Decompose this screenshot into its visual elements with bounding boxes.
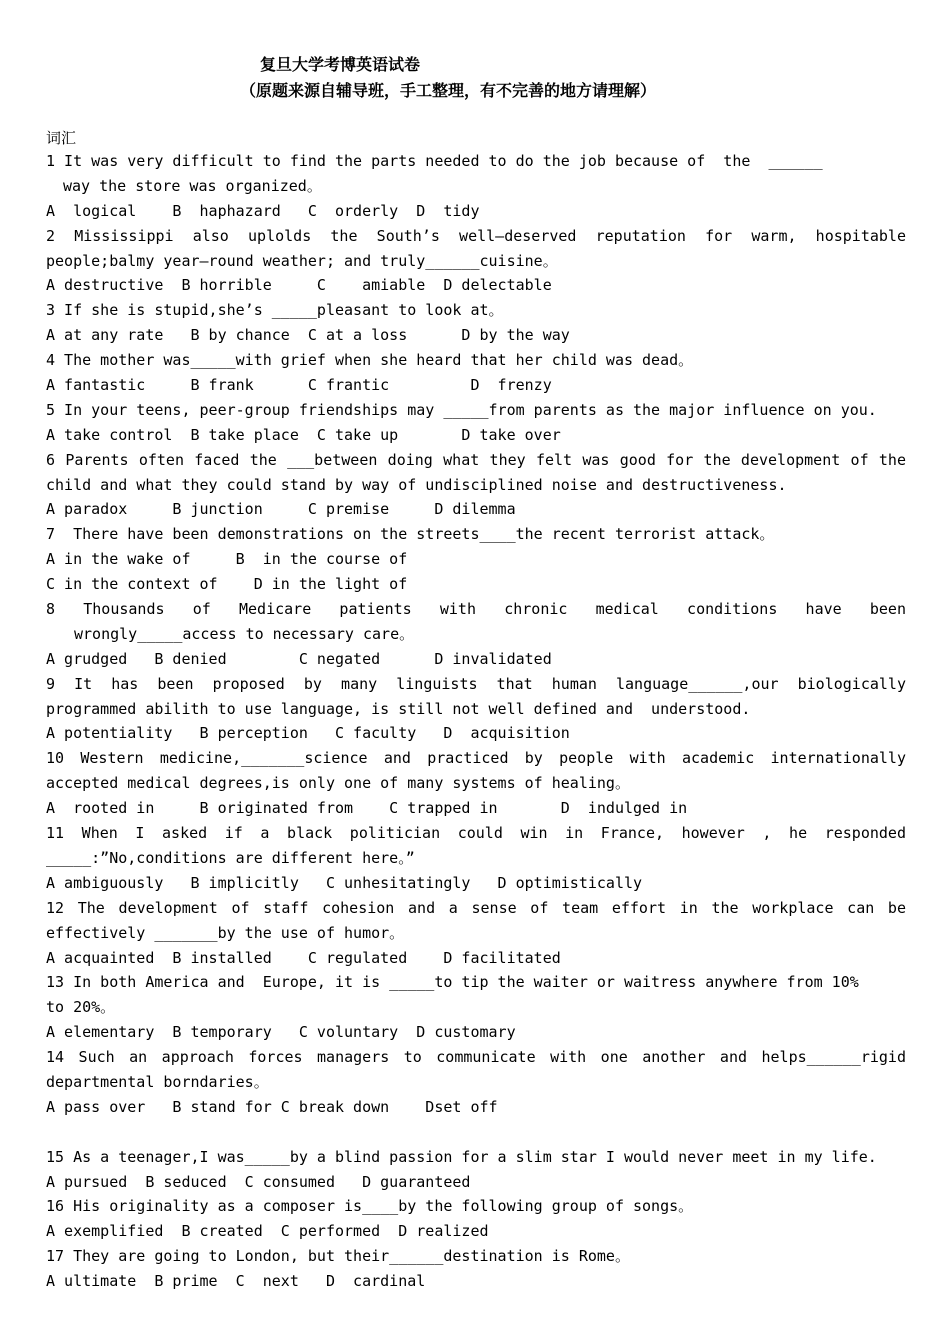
page-subtitle: （原题来源自辅导班，手工整理，有不完善的地方请理解） bbox=[240, 81, 657, 100]
question-list bbox=[46, 149, 906, 1294]
text-line: 10 Western medicine,_______science and practiced by people with academic internationally bbox=[46, 749, 906, 768]
text-line: A grudged B denied C negated D invalidated bbox=[46, 649, 552, 668]
text-line: C in the context of D in the light of bbox=[46, 575, 408, 594]
text-line: wrongly_____access to necessary care。 bbox=[74, 624, 415, 643]
text-line: A fantastic B frank C frantic D frenzy bbox=[46, 376, 552, 395]
text-line: A pass over B stand for C break down Dset off bbox=[46, 1097, 498, 1116]
text-line: 16 His originality as a composer is____by the following group of songs。 bbox=[46, 1197, 694, 1216]
text-line: A exemplified B created C performed D realized bbox=[46, 1222, 489, 1241]
text-line: A potentiality B perception C faculty D acquisition bbox=[46, 724, 570, 743]
text-line: accepted medical degrees,is only one of many systems of healing。 bbox=[46, 774, 630, 793]
page-title: 复旦大学考博英语试卷 bbox=[260, 55, 421, 74]
text-line: 17 They are going to London, but their______destination is Rome。 bbox=[46, 1247, 630, 1266]
text-line: A ultimate B prime C next D cardinal bbox=[46, 1272, 426, 1291]
text-line: _____:”No,conditions are different here。” bbox=[46, 848, 415, 867]
text-line: 14 Such an approach forces managers to communicate with one another and helps______rigid bbox=[46, 1048, 906, 1067]
text-line: 3 If she is stupid,she’s _____pleasant to look at。 bbox=[46, 301, 504, 320]
text-line: A acquainted B installed C regulated D facilitated bbox=[46, 948, 561, 967]
text-line: A destructive B horrible C amiable D delectable bbox=[46, 276, 552, 295]
text-line: people;balmy year—round weather; and truly______cuisine。 bbox=[46, 251, 558, 270]
text-line: 6 Parents often faced the ___between doing what they felt was good for the development of the bbox=[46, 450, 906, 469]
text-line: 9 It has been proposed by many linguists that human language______,our biologically bbox=[46, 674, 906, 693]
text-line: A take control B take place C take up D take over bbox=[46, 425, 561, 444]
text-line: A rooted in B originated from C trapped in D indulged in bbox=[46, 799, 688, 818]
text-line: A ambiguously B implicitly C unhesitatingly D optimistically bbox=[46, 873, 643, 892]
text-line: child and what they could stand by way of undisciplined noise and destructiveness. bbox=[46, 475, 787, 494]
section-label: 词汇 bbox=[46, 129, 77, 147]
text-line: 12 The development of staff cohesion and a sense of team effort in the workplace can be bbox=[46, 898, 906, 917]
text-line: effectively _______by the use of humor。 bbox=[46, 923, 405, 942]
text-line: 2 Mississippi also uplolds the South’s well—deserved reputation for warm, hospitable bbox=[46, 226, 906, 245]
text-line: A in the wake of B in the course of bbox=[46, 550, 408, 569]
text-line: way the store was organized。 bbox=[63, 176, 322, 195]
blank-line bbox=[46, 1120, 906, 1145]
text-line: A elementary B temporary C voluntary D customary bbox=[46, 1023, 516, 1042]
text-line: departmental borndaries。 bbox=[46, 1072, 269, 1091]
text-line: 7 There have been demonstrations on the streets____the recent terrorist attack。 bbox=[46, 525, 775, 544]
text-line: programmed abilith to use language, is still not well defined and understood. bbox=[46, 699, 751, 718]
text-line: 1 It was very difficult to find the parts needed to do the job because of the ______ bbox=[46, 152, 823, 170]
text-line: A at any rate B by chance C at a loss D by the way bbox=[46, 326, 570, 345]
text-line: A pursued B seduced C consumed D guaranteed bbox=[46, 1172, 471, 1191]
text-line: A logical B haphazard C orderly D tidy bbox=[46, 201, 480, 220]
text-line: 5 In your teens, peer-group friendships may _____from parents as the major influence on you. bbox=[46, 400, 877, 419]
text-line: 11 When I asked if a black politician could win in France, however , he responded bbox=[46, 824, 906, 843]
text-line: 13 In both America and Europe, it is _____to tip the waiter or waitress anywhere from 10% bbox=[46, 973, 859, 992]
text-line: A paradox B junction C premise D dilemma bbox=[46, 500, 516, 519]
text-line: 4 The mother was_____with grief when she heard that her child was dead。 bbox=[46, 351, 694, 370]
text-line: 15 As a teenager,I was_____by a blind passion for a slim star I would never meet in my life. bbox=[46, 1147, 877, 1166]
text-line: to 20%。 bbox=[46, 998, 116, 1017]
text-line: 8 Thousands of Medicare patients with chronic medical conditions have been bbox=[46, 600, 906, 619]
